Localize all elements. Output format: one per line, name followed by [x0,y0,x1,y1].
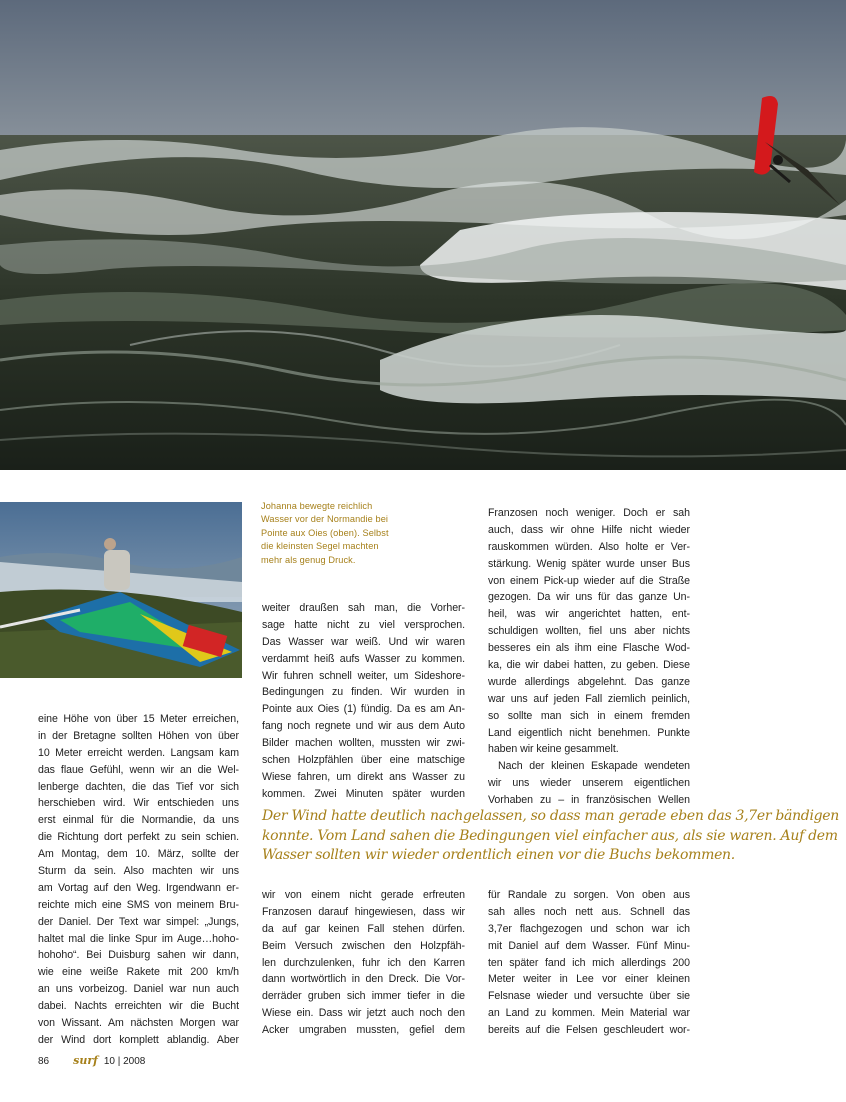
text-line: rauskommen würden. Also holte er Ver- [488,540,690,553]
text-line: schen Holzpfählen über eine matschige [262,754,465,767]
text-line: len durchzulenken, fuhr ich den Karren [262,956,465,969]
text-line: wir von einem nicht gerade erfreuten [262,889,465,901]
text-line: Am Montag, dem 10. März, sollte der [38,848,239,861]
article-column-middle-top [262,600,465,803]
article-column-left [38,711,239,1049]
article-column-right-bottom [488,887,690,1039]
text-line: derräder gruben sich immer tiefer in die [262,990,465,1003]
text-line: verdammt heiß aufs Wasser zu kommen. [262,652,465,665]
issue-number: 10 | 2008 [103,1056,146,1067]
text-line: weiter draußen sah man, die Vorher- [262,602,465,614]
text-line: an uns vorbeizog. Daniel war nun auch [38,983,239,996]
text-line: ka, die wir dabei hatten, zu geben. Diese [488,659,690,672]
text-line: Pointe aux Oies (1) fündig. Da es am An- [262,703,465,716]
text-line: das flaue Gefühl, wenn wir an die Wel- [38,763,239,776]
text-line: von einem Pick-up wieder auf die Straße [488,574,690,587]
text-line: die Richtung dort perfekt zu sein schien. [38,831,239,844]
text-line: ten später fand ich mich allerdings 200 [488,956,690,969]
text-line: dann wortwörtlich in den Dreck. Die Vor- [262,973,465,986]
text-line: stärkung. Wenig später wurde unser Bus [488,557,690,570]
caption-line: die kleinsten Segel machten [261,541,379,552]
text-line: heil, was wir angerichtet hatten, ent- [488,608,690,621]
text-line: am Vortag auf den Weg. Irgendwann er- [38,881,239,894]
text-line: Wiese fahren, um direkt ans Wasser zu [262,770,465,783]
text-line: Meter weiter in Lee vor einer kleinen [488,973,690,986]
text-line: Felsnase wieder und versuchte über sie [488,990,690,1003]
caption-line: Pointe aux Oies (oben). Selbst [261,527,389,538]
pull-quote-line: Der Wind hatte deutlich nachgelassen, so dass man gerade eben das 3,7er bändigen [262,808,839,824]
text-line: reichte mich eine SMS von meinem Bru- [38,898,239,911]
page-footer [38,1054,145,1067]
pull-quote-line: Wasser sollten wir wieder ordentlich einen vor die Buchs bekommen. [262,847,735,863]
text-line: lenberge dachten, die das Tief vor sich [38,780,239,793]
page-number: 86 [38,1056,50,1067]
text-line: mit Daniel auf dem Wasser. Fünf Minu- [488,939,690,952]
text-line: da auf gar keinen Fall stehen dürfen. [262,922,465,935]
text-line: sah alles noch nett aus. Schnell das [488,905,690,918]
caption-line: mehr als genug Druck. [261,554,356,565]
text-line: wie eine weiße Rakete mit 200 km/h [38,966,239,979]
text-line: wir uns wieder unserem eigentlichen [488,777,690,790]
text-line: hohoho“. Bei Duisburg sahen wir dann, [38,949,239,962]
pull-quote-line: konnte. Vom Land sahen die Bedingungen viel einfacher aus, als sie waren. Auf dem [262,827,838,844]
magazine-logo: surf [73,1054,98,1067]
text-line: von Wissant. Am nächsten Morgen war [38,1017,239,1030]
text-line: haben wir keine gesammelt. [488,743,619,756]
text-line: für Randale zu sorgen. Von oben aus [488,889,690,901]
text-line: bereits auf die Felsen geschleudert wor- [488,1024,690,1037]
text-line: kommen. Zwei Minuten später wurden [262,787,465,800]
text-line: der Wind dort komplett ablandig. Aber [38,1033,239,1046]
text-line: Das Wasser war weiß. Und wir waren [262,635,465,648]
text-line: wurde allerdings abgelehnt. Das ganze [488,675,690,688]
text-line: Land eigentlich nicht benehmen. Punkte [488,726,690,739]
text-line: Wir fuhren schnell weiter, um Sideshore- [262,669,465,682]
caption-line: Wasser vor der Normandie bei [261,514,389,525]
text-line: fang noch regnete und wir aus dem Auto [262,720,465,733]
article-column-right-top [488,505,690,809]
text-line: Vorhaben zu – in französischen Wellen [488,794,690,807]
text-line: 3,7er flachgezogen und schon war ich [488,922,690,935]
text-line: Beim Versuch zwischen den Holzpfäh- [262,939,465,952]
text-line: Acker umgraben mussten, gefiel dem [262,1024,465,1037]
inset-photo [0,502,242,678]
text-line: dabei. Nachts erreichten wir die Bucht [38,1000,239,1013]
text-line: Bedingungen zu finden. Wir wurden in [262,686,465,699]
text-line: gezogen. Da wir uns für das ganze Un- [488,591,690,604]
text-line: der Daniel. Der Text war simpel: „Jungs, [38,915,239,928]
text-line: eine Höhe von über 15 Meter erreichen, [38,713,239,725]
text-line: herschieben wird. Wir entschieden uns [38,797,239,810]
text-line: auch, dass wir ohne Hilfe nicht wieder [488,523,690,536]
text-line: 10 Meter erreicht werden. Langsam kam [38,746,239,759]
text-line: in der Bretagne sollten Höhen von über [38,729,239,742]
hero-photo [0,0,846,470]
text-line: Wiese ein. Dass wir jetzt auch noch den [262,1007,465,1020]
text-line: Franzosen darauf hingewiesen, dass wir [262,905,465,918]
text-line: haltet mal die linke Spur im Auge…hoho- [38,932,239,945]
text-line: an Land zu kommen. Mein Material war [488,1007,690,1020]
text-line: war uns auf jeden Fall ziemlich peinlich, [488,692,690,705]
caption-line: Johanna bewegte reichlich [261,501,373,511]
text-line: erst einmal für die Normandie, da uns [38,814,239,827]
text-line: besseres ein als ihm eine Flasche Wod- [488,642,690,655]
text-line: Franzosen noch weniger. Doch er sah [488,507,690,519]
text-line: so sollte man sich in einem fremden [488,709,690,722]
text-line: schuldigen wollten, fiel uns aber nichts [488,625,690,638]
article-column-middle-bottom [262,887,465,1039]
photo-caption [261,500,461,567]
pull-quote [262,807,839,866]
text-line: sage hatte nicht zu viel versprochen. [262,618,465,631]
text-line: Nach der kleinen Eskapade wendeten [498,760,690,773]
text-line: Sturm da sein. Also machten wir uns [38,865,239,878]
text-line: Bilder machen wollten, mussten wir zwi- [262,737,465,750]
